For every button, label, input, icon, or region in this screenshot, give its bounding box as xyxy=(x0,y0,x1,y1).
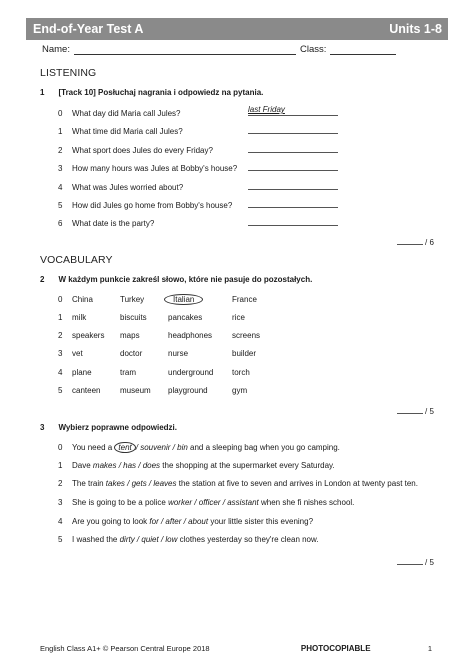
answer-choices[interactable]: for / after / about xyxy=(149,517,209,526)
vocab-word[interactable]: France xyxy=(232,295,257,304)
photocopiable-label: PHOTOCOPIABLE xyxy=(300,644,371,653)
score-field[interactable] xyxy=(397,556,423,565)
vocab-word[interactable]: rice xyxy=(232,313,245,322)
question-3-heading: 3 Wybierz poprawne odpowiedzi. xyxy=(40,423,177,432)
answer-choices[interactable]: dirty / quiet / low xyxy=(119,535,178,544)
listening-score: / 6 xyxy=(397,236,434,247)
vocabulary-score: / 5 xyxy=(397,405,434,416)
listening-item: 3 How many hours was Jules at Bobby's house? xyxy=(58,161,338,173)
answer-line[interactable] xyxy=(248,161,338,171)
question-2-heading: 2 W każdym punkcie zakreśl słowo, które nie pasuje do pozostałych. xyxy=(40,275,313,284)
grammar-item: 3 She is going to be a police worker / officer / assistant when she fi nishes school. xyxy=(58,498,355,507)
copyright-text: English Class A1+ © Pearson Central Europe 2018 xyxy=(40,644,210,653)
vocab-word[interactable]: Turkey xyxy=(120,295,145,304)
answer-choices[interactable]: makes / has / does xyxy=(92,461,161,470)
answer-choices[interactable]: / souvenir / bin xyxy=(135,443,188,452)
vocabulary-title: VOCABULARY xyxy=(40,254,113,266)
vocab-word[interactable]: doctor xyxy=(120,349,143,358)
vocab-row: 2 speakers maps headphones screens xyxy=(58,331,280,340)
vocab-word[interactable]: museum xyxy=(120,386,151,395)
vocab-word[interactable]: playground xyxy=(168,386,208,395)
score-field[interactable] xyxy=(397,405,423,414)
listening-item: 1 What time did Maria call Jules? xyxy=(58,124,338,136)
answer-choices[interactable]: worker / officer / assistant xyxy=(168,498,259,507)
vocab-word[interactable]: screens xyxy=(232,331,261,340)
vocab-word[interactable]: milk xyxy=(72,313,87,322)
grammar-item: 4 Are you going to look for / after / about your little sister this evening? xyxy=(58,517,314,526)
vocab-word[interactable]: pancakes xyxy=(168,313,203,322)
page-footer xyxy=(40,644,432,653)
vocab-row: 3 vet doctor nurse builder xyxy=(58,349,280,358)
vocab-row: 4 plane tram underground torch xyxy=(58,368,280,377)
circled-choice[interactable]: tent xyxy=(114,442,135,453)
vocab-word[interactable]: torch xyxy=(232,368,250,377)
answer-line[interactable] xyxy=(248,143,338,153)
vocab-word[interactable]: vet xyxy=(72,349,83,358)
vocab-word[interactable]: canteen xyxy=(72,386,101,395)
listening-item: 0 What day did Maria call Jules? last Friday xyxy=(58,106,338,118)
grammar-item: 2 The train takes / gets / leaves the station at five to seven and arrives in London at twenty past ten. xyxy=(58,479,418,488)
vocab-word-circled[interactable]: Italian xyxy=(168,294,232,305)
answer-line[interactable] xyxy=(248,216,338,226)
class-label: Class: xyxy=(299,44,327,55)
vocab-word[interactable]: maps xyxy=(120,331,140,340)
example-answer: last Friday xyxy=(248,105,285,114)
vocab-word[interactable]: speakers xyxy=(72,331,105,340)
answer-line[interactable] xyxy=(248,180,338,190)
class-field[interactable] xyxy=(330,45,396,55)
answer-line[interactable] xyxy=(248,198,338,208)
vocab-word[interactable]: headphones xyxy=(168,331,213,340)
vocab-word[interactable]: China xyxy=(72,295,93,304)
grammar-item: 0 You need a tent / souvenir / bin and a sleeping bag when you go camping. xyxy=(58,443,340,452)
listening-item: 6 What date is the party? xyxy=(58,216,338,228)
vocab-word[interactable]: gym xyxy=(232,386,248,395)
score-field[interactable] xyxy=(397,236,423,245)
answer-choices[interactable]: takes / gets / leaves xyxy=(105,479,177,488)
listening-title: LISTENING xyxy=(40,67,97,79)
page-number: 1 xyxy=(427,644,432,653)
grammar-item: 1 Dave makes / has / does the shopping at the supermarket every Saturday. xyxy=(58,461,335,470)
vocab-word[interactable]: nurse xyxy=(168,349,189,358)
name-label: Name: xyxy=(42,44,70,55)
vocab-word[interactable]: biscuits xyxy=(120,313,147,322)
vocab-word[interactable]: plane xyxy=(72,368,92,377)
vocab-row: 5 canteen museum playground gym xyxy=(58,386,280,395)
vocab-word[interactable]: builder xyxy=(232,349,257,358)
grammar-item: 5 I washed the dirty / quiet / low clothes yesterday so they're clean now. xyxy=(58,535,319,544)
listening-item: 5 How did Jules go home from Bobby's house? xyxy=(58,198,338,210)
vocab-word[interactable]: tram xyxy=(120,368,136,377)
test-title: End-of-Year Test A xyxy=(33,22,144,36)
question-1-heading: 1 [Track 10] Posłuchaj nagrania i odpowiedz na pytania. xyxy=(40,88,264,97)
test-header xyxy=(26,18,448,40)
listening-item: 2 What sport does Jules do every Friday? xyxy=(58,143,338,155)
vocab-row: 1 milk biscuits pancakes rice xyxy=(58,313,280,322)
answer-line[interactable] xyxy=(248,124,338,134)
name-field[interactable] xyxy=(74,45,296,55)
vocab-row: 0 China Turkey Italian France xyxy=(58,294,280,305)
answer-line[interactable] xyxy=(248,106,338,116)
vocab-word[interactable]: underground xyxy=(168,368,214,377)
listening-item: 4 What was Jules worried about? xyxy=(58,180,338,192)
grammar-score: / 5 xyxy=(397,556,434,567)
units-label: Units 1-8 xyxy=(389,22,442,36)
name-class-row xyxy=(40,44,440,55)
